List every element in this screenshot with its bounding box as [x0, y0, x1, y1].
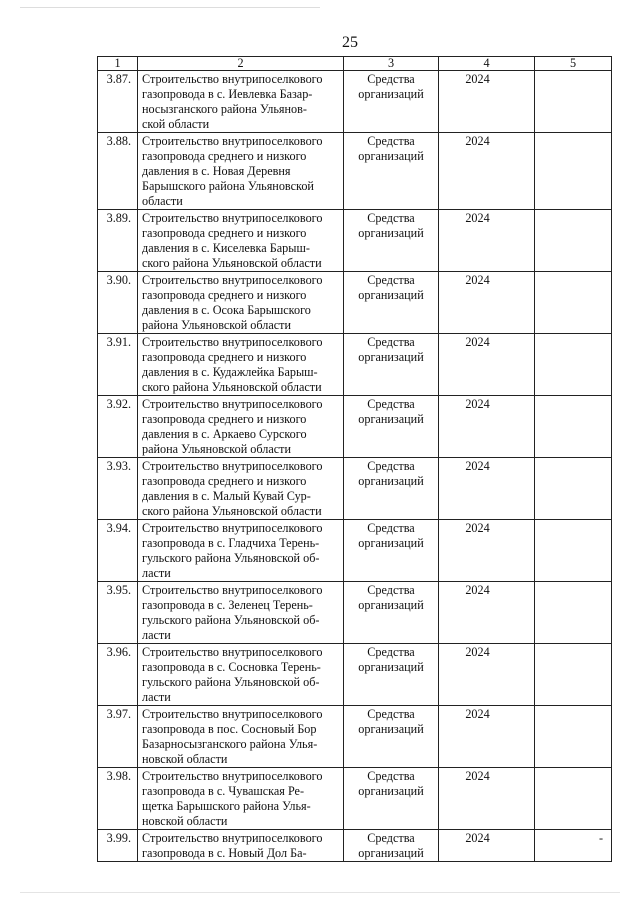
funding-source [344, 210, 439, 272]
description-line: района Ульяновской области [142, 442, 292, 456]
funding-source [344, 71, 439, 133]
note-cell [535, 830, 612, 862]
description-line: ского района Ульяновской области [142, 256, 322, 270]
description-line: давления в с. Осока Барышского [142, 303, 311, 317]
implementation-year: 2024 [439, 520, 535, 582]
description-line: давления в с. Малый Кувай Сур- [142, 489, 311, 503]
header-col-5: 5 [535, 57, 612, 71]
funding-source-line: Средства [367, 583, 415, 597]
table-row [98, 520, 612, 582]
description-line: ской области [142, 117, 210, 131]
note-cell [535, 768, 612, 830]
description-line: давления в с. Аркаево Сурского [142, 427, 307, 441]
item-description [138, 830, 344, 862]
note-cell [535, 706, 612, 768]
item-number: 3.90. [98, 272, 138, 334]
description-line: Строительство внутрипоселкового [142, 459, 323, 473]
note-mark: - [599, 831, 604, 845]
table-body [98, 71, 612, 862]
description-line: газопровода среднего и низкого [142, 350, 307, 364]
table-row [98, 334, 612, 396]
funding-source-line: Средства [367, 134, 415, 148]
item-number: 3.89. [98, 210, 138, 272]
description-line: новской области [142, 814, 228, 828]
table-row [98, 71, 612, 133]
item-number: 3.93. [98, 458, 138, 520]
description-line: газопровода среднего и низкого [142, 226, 307, 240]
note-cell [535, 133, 612, 210]
funding-source-line: организаций [358, 474, 424, 488]
funding-source-line: Средства [367, 707, 415, 721]
item-number: 3.87. [98, 71, 138, 133]
item-number: 3.98. [98, 768, 138, 830]
description-line: ласти [142, 690, 171, 704]
description-line: гульского района Ульяновской об- [142, 551, 320, 565]
implementation-year: 2024 [439, 706, 535, 768]
table-row [98, 768, 612, 830]
description-line: газопровода в с. Зеленец Терень- [142, 598, 313, 612]
note-cell [535, 210, 612, 272]
table-row [98, 210, 612, 272]
table-row [98, 396, 612, 458]
description-line: ласти [142, 566, 171, 580]
description-line: гульского района Ульяновской об- [142, 613, 320, 627]
funding-source [344, 272, 439, 334]
item-description [138, 644, 344, 706]
item-description [138, 133, 344, 210]
funding-source [344, 133, 439, 210]
note-cell [535, 520, 612, 582]
funding-source-line: Средства [367, 72, 415, 86]
description-line: Строительство внутрипоселкового [142, 134, 323, 148]
description-line: давления в с. Новая Деревня [142, 164, 291, 178]
description-line: газопровода среднего и низкого [142, 412, 307, 426]
table-row [98, 706, 612, 768]
table-row [98, 272, 612, 334]
description-line: газопровода в с. Новый Дол Ба- [142, 846, 307, 860]
implementation-year: 2024 [439, 133, 535, 210]
description-line: ласти [142, 628, 171, 642]
description-line: новской области [142, 752, 228, 766]
scan-artifact-bottom [20, 892, 620, 893]
description-line: газопровода в пос. Сосновый Бор [142, 722, 317, 736]
program-table [97, 56, 612, 862]
item-description [138, 458, 344, 520]
funding-source [344, 644, 439, 706]
item-number: 3.99. [98, 830, 138, 862]
note-cell [535, 458, 612, 520]
description-line: газопровода среднего и низкого [142, 474, 307, 488]
item-description [138, 210, 344, 272]
item-number: 3.97. [98, 706, 138, 768]
funding-source-line: организаций [358, 412, 424, 426]
funding-source-line: организаций [358, 660, 424, 674]
note-cell [535, 272, 612, 334]
funding-source [344, 458, 439, 520]
funding-source [344, 582, 439, 644]
description-line: Строительство внутрипоселкового [142, 707, 323, 721]
item-number: 3.96. [98, 644, 138, 706]
page-number: 25 [342, 34, 358, 51]
description-line: газопровода среднего и низкого [142, 149, 307, 163]
item-description [138, 272, 344, 334]
funding-source-line: организаций [358, 784, 424, 798]
header-col-3: 3 [344, 57, 439, 71]
description-line: Барышского района Ульяновской [142, 179, 314, 193]
description-line: давления в с. Киселевка Барыш- [142, 241, 310, 255]
header-col-4: 4 [439, 57, 535, 71]
funding-source-line: Средства [367, 273, 415, 287]
funding-source-line: организаций [358, 350, 424, 364]
funding-source-line: организаций [358, 846, 424, 860]
description-line: Строительство внутрипоселкового [142, 211, 323, 225]
note-cell [535, 396, 612, 458]
note-cell [535, 582, 612, 644]
item-description [138, 582, 344, 644]
note-cell [535, 71, 612, 133]
funding-source-line: Средства [367, 211, 415, 225]
funding-source-line: организаций [358, 722, 424, 736]
implementation-year: 2024 [439, 768, 535, 830]
note-cell [535, 334, 612, 396]
item-description [138, 396, 344, 458]
funding-source-line: организаций [358, 149, 424, 163]
funding-source-line: организаций [358, 226, 424, 240]
implementation-year: 2024 [439, 644, 535, 706]
item-number: 3.94. [98, 520, 138, 582]
funding-source [344, 520, 439, 582]
funding-source-line: организаций [358, 536, 424, 550]
description-line: щетка Барышского района Улья- [142, 799, 311, 813]
funding-source-line: Средства [367, 645, 415, 659]
item-description [138, 71, 344, 133]
funding-source-line: организаций [358, 598, 424, 612]
funding-source-line: Средства [367, 459, 415, 473]
description-line: области [142, 194, 183, 208]
description-line: ского района Ульяновской области [142, 504, 322, 518]
description-line: Строительство внутрипоселкового [142, 273, 323, 287]
item-number: 3.88. [98, 133, 138, 210]
item-number: 3.92. [98, 396, 138, 458]
note-cell [535, 644, 612, 706]
description-line: района Ульяновской области [142, 318, 292, 332]
description-line: газопровода в с. Сосновка Терень- [142, 660, 321, 674]
implementation-year: 2024 [439, 458, 535, 520]
description-line: Строительство внутрипоселкового [142, 645, 323, 659]
funding-source-line: организаций [358, 87, 424, 101]
implementation-year: 2024 [439, 272, 535, 334]
description-line: гульского района Ульяновской об- [142, 675, 320, 689]
description-line: Строительство внутрипоселкового [142, 72, 323, 86]
funding-source [344, 706, 439, 768]
item-description [138, 768, 344, 830]
implementation-year: 2024 [439, 210, 535, 272]
table-row [98, 458, 612, 520]
funding-source-line: Средства [367, 397, 415, 411]
description-line: газопровода среднего и низкого [142, 288, 307, 302]
description-line: Строительство внутрипоселкового [142, 583, 323, 597]
implementation-year: 2024 [439, 396, 535, 458]
funding-source [344, 830, 439, 862]
implementation-year: 2024 [439, 334, 535, 396]
funding-source-line: Средства [367, 831, 415, 845]
header-row [98, 57, 612, 71]
table-row [98, 133, 612, 210]
description-line: Строительство внутрипоселкового [142, 335, 323, 349]
item-description [138, 334, 344, 396]
implementation-year: 2024 [439, 830, 535, 862]
item-number: 3.95. [98, 582, 138, 644]
table-row [98, 582, 612, 644]
description-line: давления в с. Кудажлейка Барыш- [142, 365, 318, 379]
header-col-2: 2 [138, 57, 344, 71]
description-line: Базарносызганского района Улья- [142, 737, 318, 751]
funding-source [344, 334, 439, 396]
scan-artifact-top [20, 7, 320, 8]
funding-source-line: Средства [367, 521, 415, 535]
item-description [138, 706, 344, 768]
funding-source [344, 396, 439, 458]
funding-source-line: организаций [358, 288, 424, 302]
header-col-1: 1 [98, 57, 138, 71]
description-line: газопровода в с. Иевлевка Базар- [142, 87, 313, 101]
description-line: носызганского района Ульянов- [142, 102, 307, 116]
funding-source-line: Средства [367, 769, 415, 783]
table-row [98, 830, 612, 862]
description-line: Строительство внутрипоселкового [142, 397, 323, 411]
description-line: газопровода в с. Чувашская Ре- [142, 784, 305, 798]
item-description [138, 520, 344, 582]
description-line: Строительство внутрипоселкового [142, 521, 323, 535]
table-row [98, 644, 612, 706]
description-line: газопровода в с. Гладчиха Терень- [142, 536, 320, 550]
item-number: 3.91. [98, 334, 138, 396]
funding-source-line: Средства [367, 335, 415, 349]
description-line: ского района Ульяновской области [142, 380, 322, 394]
funding-source [344, 768, 439, 830]
implementation-year: 2024 [439, 71, 535, 133]
description-line: Строительство внутрипоселкового [142, 769, 323, 783]
implementation-year: 2024 [439, 582, 535, 644]
description-line: Строительство внутрипоселкового [142, 831, 323, 845]
